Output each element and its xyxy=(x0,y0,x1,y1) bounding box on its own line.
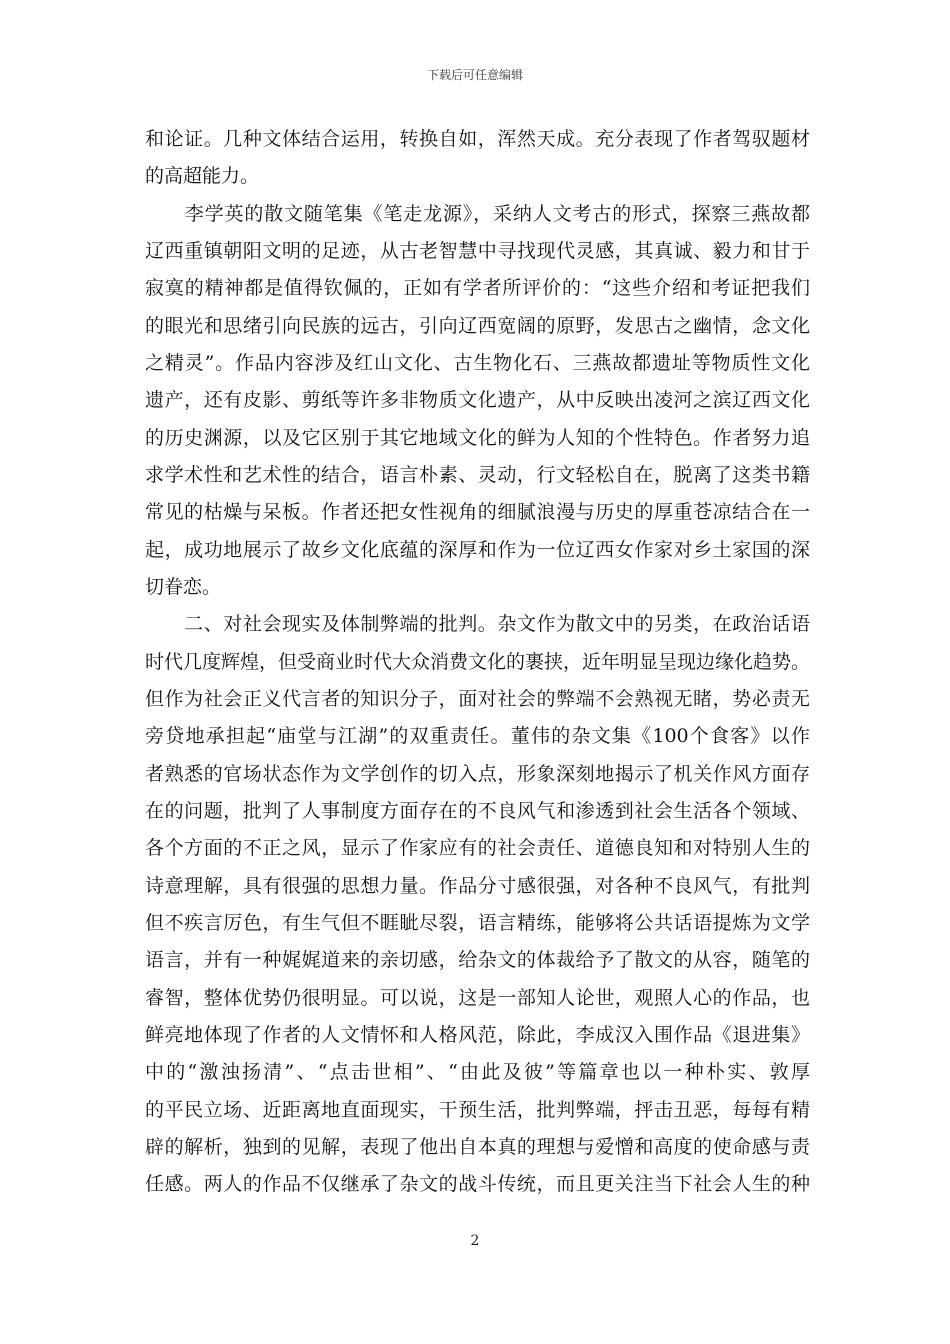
body-line: 旁贷地承担起“庙堂与江湖”的双重责任。董伟的杂文集《100个食客》以作 xyxy=(145,725,810,747)
body-line: 者熟悉的官场状态作为文学创作的切入点，形象深刻地揭示了机关作风方面存 xyxy=(145,763,810,785)
body-line: 求学术性和艺术性的结合，语言朴素、灵动，行文轻松自在，脱离了这类书籍 xyxy=(145,464,810,486)
body-line: 但作为社会正义代言者的知识分子，面对社会的弊端不会熟视无睹，势必责无 xyxy=(145,688,810,710)
body-line: 睿智，整体优势仍很明显。可以说，这是一部知人论世，观照人心的作品，也 xyxy=(145,987,810,1009)
body-line: 常见的枯燥与呆板。作者还把女性视角的细腻浪漫与历史的厚重苍凉结合在一 xyxy=(145,501,810,523)
body-line: 鲜亮地体现了作者的人文情怀和人格风范，除此，李成汉入围作品《退进集》 xyxy=(145,1024,810,1046)
body-line: 的眼光和思绪引向民族的远古，引向辽西宽阔的原野，发思古之幽情，念文化 xyxy=(145,315,810,337)
body-line: 起，成功地展示了故乡文化底蕴的深厚和作为一位辽西女作家对乡土家国的深 xyxy=(145,539,810,561)
body-line: 辟的解析，独到的见解，表现了他出自本真的理想与爱憎和高度的使命感与责 xyxy=(145,1136,810,1158)
body-line: 的高超能力。 xyxy=(145,165,260,187)
body-line: 切眷恋。 xyxy=(145,576,222,598)
body-line: 之精灵”。作品内容涉及红山文化、古生物化石、三燕故都遗址等物质性文化 xyxy=(145,352,810,374)
body-line: 寂寞的精神都是值得钦佩的，正如有学者所评价的：“这些介绍和考证把我们 xyxy=(145,277,810,299)
body-line: 诗意理解，具有很强的思想力量。作品分寸感很强，对各种不良风气，有批判 xyxy=(145,875,810,897)
body-line: 中的“激浊扬清”、“点击世相”、“由此及彼”等篇章也以一种朴实、敦厚 xyxy=(145,1061,810,1083)
body-line: 和论证。几种文体结合运用，转换自如，浑然天成。充分表现了作者驾驭题材 xyxy=(145,128,810,150)
page-number: 2 xyxy=(470,1233,480,1249)
body-line: 在的问题，批判了人事制度方面存在的不良风气和渗透到社会生活各个领域、 xyxy=(145,800,810,822)
body-line: 但不疾言厉色，有生气但不睚眦尽裂，语言精练，能够将公共话语提炼为文学 xyxy=(145,912,810,934)
body-line: 任感。两人的作品不仅继承了杂文的战斗传统，而且更关注当下社会人生的种 xyxy=(145,1173,810,1195)
body-line: 各个方面的不正之风，显示了作家应有的社会责任、道德良知和对特别人生的 xyxy=(145,837,810,859)
body-line: 遗产，还有皮影、剪纸等许多非物质文化遗产，从中反映出凌河之滨辽西文化 xyxy=(145,389,810,411)
body-line: 语言，并有一种娓娓道来的亲切感，给杂文的体裁给予了散文的从容，随笔的 xyxy=(145,949,810,971)
body-line: 李学英的散文随笔集《笔走龙源》，采纳人文考古的形式，探察三燕故都 xyxy=(145,203,810,225)
body-line: 的平民立场、近距离地直面现实，干预生活，批判弊端，抨击丑恶，每每有精 xyxy=(145,1099,810,1121)
page-header: 下载后可任意编辑 xyxy=(426,68,523,82)
body-line: 时代几度辉煌，但受商业时代大众消费文化的裹挟，近年明显呈现边缘化趋势。 xyxy=(145,651,810,673)
body-line: 辽西重镇朝阳文明的足迹，从古老智慧中寻找现代灵感，其真诚、毅力和甘于 xyxy=(145,240,810,262)
body-line: 的历史渊源，以及它区别于其它地域文化的鲜为人知的个性特色。作者努力追 xyxy=(145,427,810,449)
body-line: 二、对社会现实及体制弊端的批判。杂文作为散文中的另类，在政治话语 xyxy=(145,613,810,635)
